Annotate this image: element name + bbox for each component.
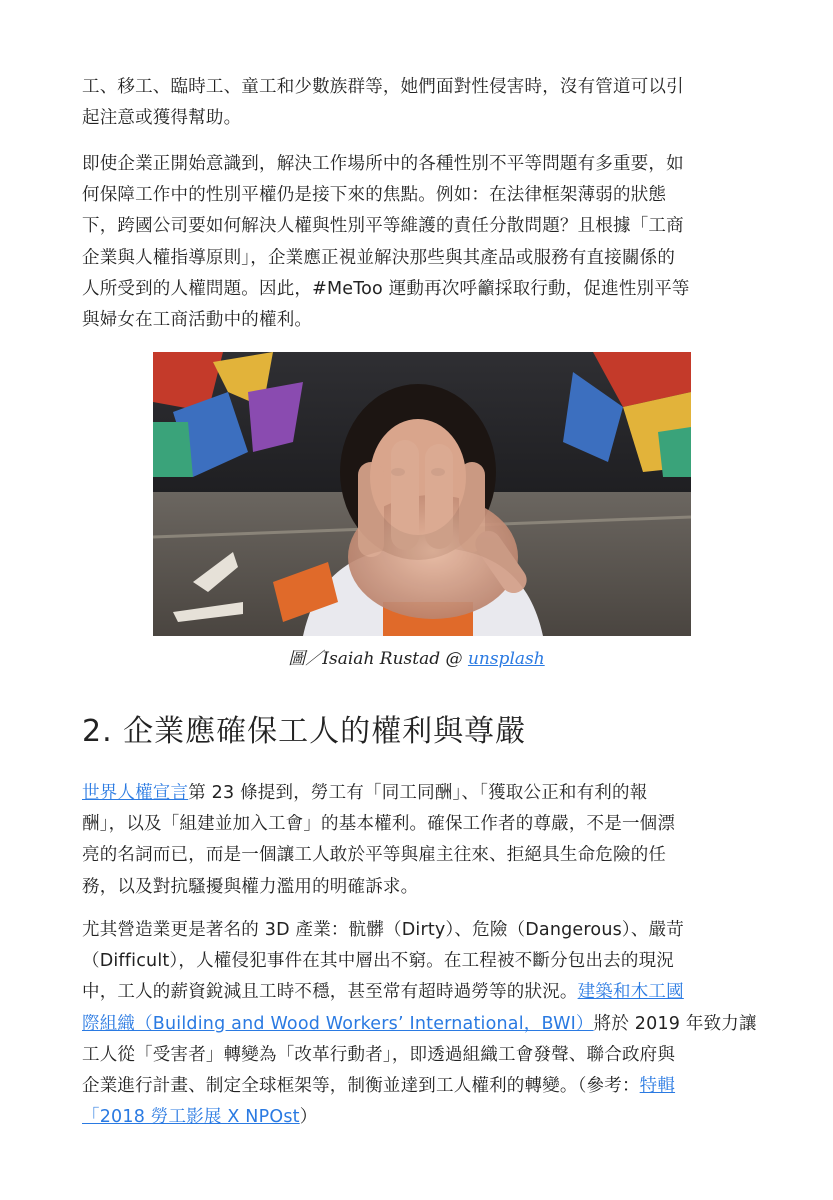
article-photo <box>153 352 691 636</box>
photo-caption <box>0 644 833 669</box>
text-line: 亮的名詞而已，而是一個讓工人敢於平等與雇主往來、拒絕具生命危險的任 <box>82 845 667 866</box>
text-line <box>82 1102 754 1133</box>
text-line: 即使企業正開始意識到，解決工作場所中的各種性別不平等問題有多重要，如 <box>82 154 684 174</box>
caption-credit: 圖／Isaiah Rustad @ <box>288 649 468 669</box>
text-line <box>82 977 754 1008</box>
text-fragment: 第 23 條提到，勞工有「同工同酬」、「獲取公正和有利的報 <box>188 783 648 803</box>
paragraph-intro-continuation <box>82 72 754 134</box>
text-line: 企業與人權指導原則」，企業應正視並解決那些與其產品或服務有直接關係的 <box>82 247 676 268</box>
text-line: 起注意或獲得幫助。 <box>82 108 242 129</box>
text-fragment: 將於 2019 年致力讓 <box>593 1013 757 1034</box>
text-line: （Difficult），人權侵犯事件在其中層出不窮。在工程被不斷分包出去的現況 <box>82 951 675 972</box>
udhr-link[interactable]: 世界人權宣言 <box>82 783 189 803</box>
text-line: 何保障工作中的性別平權仍是接下來的焦點。例如：在法律框架薄弱的狀態 <box>82 185 667 206</box>
text-line: 工人從「受害者」轉變為「改革行動者」，即透過組織工會發聲、聯合政府與 <box>82 1044 676 1065</box>
text-fragment: ） <box>299 1107 318 1128</box>
paragraph-gender-equality <box>82 149 754 336</box>
bwi-link-continued[interactable]: 際組織（Building and Wood Workers’ International，BWI） <box>82 1013 594 1034</box>
labor-film-festival-link-continued[interactable]: 「2018 勞工影展 X NPOst <box>82 1107 300 1128</box>
paragraph-construction-industry <box>82 915 757 1133</box>
text-line: 尤其營造業更是著名的 3D 產業：骯髒（Dirty）、危險（Dangerous）、嚴苛 <box>82 920 684 940</box>
text-line: 下，跨國公司要如何解決人權與性別平等維護的責任分散問題？且根據「工商 <box>82 216 684 237</box>
text-fragment: 企業進行計畫、制定全球框架等，制衡並達到工人權利的轉變。（參考： <box>82 1076 640 1097</box>
photo-illustration <box>153 352 691 636</box>
text-line: 酬」，以及「組建並加入工會」的基本權利。確保工作者的尊嚴，不是一個漂 <box>82 814 676 835</box>
labor-film-festival-link[interactable]: 特輯 <box>639 1076 676 1097</box>
text-line: 人所受到的人權問題。因此，#MeToo 運動再次呼籲採取行動，促進性別平等 <box>82 278 690 299</box>
unsplash-link[interactable]: unsplash <box>467 649 545 669</box>
text-line: 與婦女在工商活動中的權利。 <box>82 310 313 331</box>
text-line: 務，以及對抗騷擾與權力濫用的明確訴求。 <box>82 876 419 897</box>
text-fragment: 中，工人的薪資銳減且工時不穩，甚至常有超時過勞等的狀況。 <box>82 982 578 1003</box>
text-line <box>82 1071 754 1102</box>
bwi-link[interactable]: 建築和木工國 <box>577 982 684 1003</box>
text-line <box>82 1009 757 1040</box>
text-line <box>82 778 754 809</box>
paragraph-human-rights-declaration <box>82 778 754 903</box>
text-line: 工、移工、臨時工、童工和少數族群等，她們面對性侵害時，沒有管道可以引 <box>82 77 684 97</box>
section-heading: 2. 企業應確保工人的權利與尊嚴 <box>82 714 527 749</box>
